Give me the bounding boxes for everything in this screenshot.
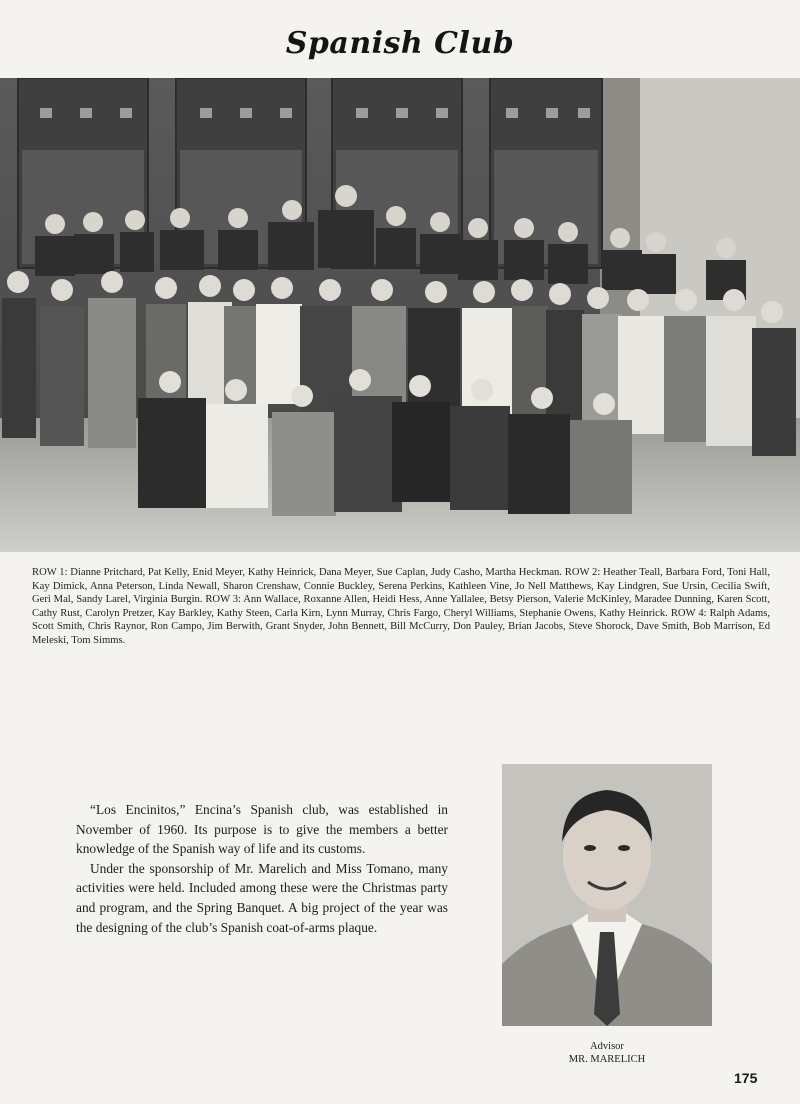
article-paragraph: Under the sponsorship of Mr. Marelich and Miss Tomano, many activities were held. Included among these were the Christmas party and program, and the Spring Banquet. A big project of the year was the designing of the club’s Spanish coat-of-arms plaque. [76, 860, 448, 935]
group-photo-image [0, 78, 800, 552]
advisor-photo [502, 764, 712, 1026]
advisor-portrait-image [502, 764, 712, 1026]
advisor-role: Advisor [590, 1041, 624, 1052]
page-title: Spanish Club [285, 26, 515, 61]
article-paragraph: “Los Encinitos,” Encina’s Spanish club, was established in November of 1960. Its purpose is to give the members a better knowledge of the Spanish way of life and its customs. [76, 802, 448, 857]
advisor-name: MR. MARELICH [568, 1054, 646, 1065]
group-photo [0, 78, 800, 552]
page-number: 175 [734, 1070, 758, 1086]
advisor-caption [502, 1040, 712, 1066]
group-photo-caption: ROW 1: Dianne Pritchard, Pat Kelly, Enid Meyer, Kathy Heinrick, Dana Meyer, Sue Caplan, Judy Casho, Martha Heckman. ROW 2: Heather Teall, Barbara Ford, Toni Hall, Kay Dimick, Anna Peterson, Linda Newall, Sharon Crenshaw, Connie Buckley, Serena Perkins, Kathleen Vine, Jo Nell Matthews, Kay Lindgren, Sue Ursin, Cecilia Swift, Geri Mal, Sandy Larel, Virginia Burgin. ROW 3: Ann Wallace, Roxanne Allen, Heidi Hess, Anne Yallalee, Betsy Pierson, Valerie McKinley, Maradee Dunning, Karen Scott, Cathy Rust, Carolyn Pretzer, Kay Barkley, Kathy Steen, Carla Kirn, Lynn Murray, Chris Fargo, Cheryl Williams, Stephanie Owens, Kathy Heinrick. ROW 4: Ralph Adams, Scott Smith, Chris Raynor, Ron Campo, Jim Berwith, Grant Snyder, John Bennett, Bill McCurry, Don Pauley, Brian Jacobs, Steve Shorock, Dave Smith, Bob Marrison, Ed Meleski, Tom Simms. [32, 567, 770, 646]
article-text [76, 800, 448, 937]
